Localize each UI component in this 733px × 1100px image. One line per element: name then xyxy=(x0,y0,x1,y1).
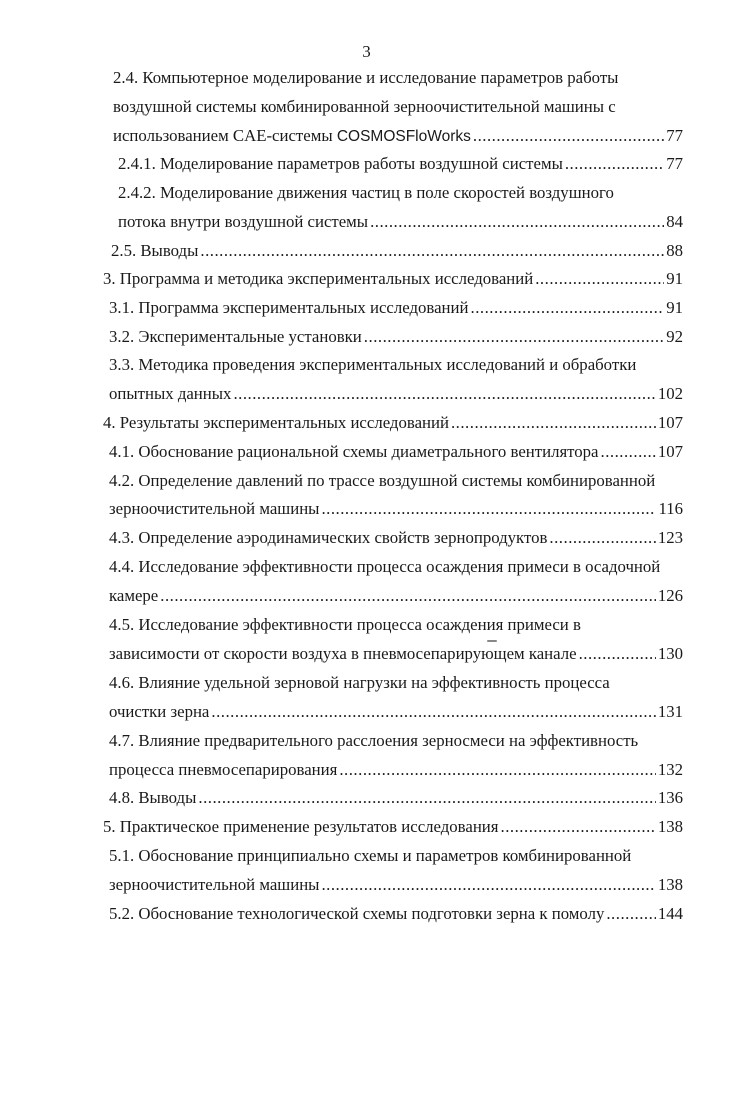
toc-entry-text xyxy=(113,122,471,151)
toc-page-number: 77 xyxy=(666,154,683,173)
toc-line xyxy=(103,409,683,437)
toc-page-number: 132 xyxy=(657,760,683,779)
software-name: COSMOSFloWorks xyxy=(336,128,471,145)
toc-line xyxy=(109,524,683,552)
dot-leader xyxy=(160,582,656,610)
dot-leader xyxy=(601,438,656,466)
toc-line xyxy=(111,237,683,265)
toc-page-number: 91 xyxy=(666,269,683,288)
dot-leader xyxy=(198,784,655,812)
toc-entry-text: 2.4.1. Моделирование параметров работы воздушной системы xyxy=(118,154,563,173)
dot-leader xyxy=(451,409,656,437)
toc-line xyxy=(109,495,683,523)
toc-entry-text: 4.7. Влияние предварительного расслоения зерносмеси на эффективность xyxy=(109,731,639,750)
dot-leader xyxy=(211,698,655,726)
dot-leader xyxy=(339,756,655,784)
scan-mark xyxy=(487,640,497,642)
toc-line xyxy=(109,438,683,466)
toc-entry-text: 5. Практическое применение результатов исследования xyxy=(103,817,499,836)
toc-line xyxy=(109,582,683,610)
dot-leader xyxy=(501,813,656,841)
toc-line xyxy=(109,871,683,899)
toc-line xyxy=(113,93,616,121)
dot-leader xyxy=(364,323,664,351)
dot-leader xyxy=(549,524,655,552)
toc-page-number: 107 xyxy=(657,442,683,461)
toc-line xyxy=(109,467,655,495)
dot-leader xyxy=(535,265,664,293)
toc-line xyxy=(113,122,683,150)
toc-line xyxy=(103,813,683,841)
toc-line xyxy=(118,208,683,236)
toc-line xyxy=(109,669,610,697)
toc-line xyxy=(109,323,683,351)
toc-line xyxy=(109,640,683,668)
toc-line xyxy=(103,265,683,293)
toc-page-number: 136 xyxy=(657,788,683,807)
toc-page-number: 131 xyxy=(657,702,683,721)
toc-line xyxy=(109,553,660,581)
toc-line xyxy=(109,380,683,408)
toc-entry-text: 3.3. Методика проведения экспериментальных исследований и обработки xyxy=(109,355,637,374)
toc-page-number: 126 xyxy=(657,586,683,605)
toc-page-number: 116 xyxy=(658,499,683,518)
toc-page-number: 130 xyxy=(657,644,683,663)
toc-line xyxy=(118,179,614,207)
toc-entry-text: 2.4. Компьютерное моделирование и исследование параметров работы xyxy=(113,68,619,87)
toc-page-number: 92 xyxy=(666,327,683,346)
dot-leader xyxy=(473,122,664,150)
toc-entry-text: зерноочистительной машины xyxy=(109,499,320,518)
toc-entry-text: 5.1. Обоснование принципиально схемы и параметров комбинированной xyxy=(109,846,632,865)
toc-entry-text: 4.6. Влияние удельной зерновой нагрузки на эффективность процесса xyxy=(109,673,610,692)
toc-line xyxy=(109,842,631,870)
toc-line xyxy=(109,727,638,755)
toc-line xyxy=(109,611,581,639)
toc-line xyxy=(109,294,683,322)
toc-entry-text: 4.8. Выводы xyxy=(109,788,197,807)
toc-line xyxy=(109,784,683,812)
toc-page-number: 144 xyxy=(657,904,683,923)
page-number: 3 xyxy=(362,42,371,61)
toc-entry-text: зерноочистительной машины xyxy=(109,875,320,894)
toc-entry-text: потока внутри воздушной системы xyxy=(118,212,369,231)
toc-entry-text: 4.4. Исследование эффективности процесса осаждения примеси в осадочной xyxy=(109,557,661,576)
toc-line xyxy=(118,150,683,178)
toc-page-number: 88 xyxy=(666,241,683,260)
toc-page-number: 91 xyxy=(666,298,683,317)
toc-entry-text: воздушной системы комбинированной зерноочистительной машины с xyxy=(113,97,616,116)
toc-entry-text: 3. Программа и методика экспериментальных исследований xyxy=(103,269,534,288)
toc-page-number: 84 xyxy=(666,212,683,231)
toc-line xyxy=(109,698,683,726)
toc-page-number: 102 xyxy=(657,384,683,403)
toc-entry-text: 4.5. Исследование эффективности процесса осаждения примеси в xyxy=(109,615,581,634)
toc-line xyxy=(113,64,618,92)
toc-page-number: 123 xyxy=(657,528,683,547)
dot-leader xyxy=(565,150,664,178)
toc-entry-text: 4.2. Определение давлений по трассе воздушной системы комбинированной xyxy=(109,471,656,490)
toc-entry-text-main: использованием CAE-системы xyxy=(113,126,337,145)
toc-entry-text: 2.4.2. Моделирование движения частиц в поле скоростей воздушного xyxy=(118,183,614,202)
toc-entry-text: 2.5. Выводы xyxy=(111,241,199,260)
toc-page-number: 138 xyxy=(657,875,683,894)
toc-entry-text: опытных данных xyxy=(109,384,232,403)
toc-page-number: 138 xyxy=(657,817,683,836)
toc-entry-text: очистки зерна xyxy=(109,702,210,721)
dot-leader xyxy=(370,208,664,236)
dot-leader xyxy=(579,640,656,668)
toc-page-number: 77 xyxy=(666,126,683,145)
toc-entry-text: процесса пневмосепарирования xyxy=(109,760,338,779)
toc-entry-text: 3.1. Программа экспериментальных исследований xyxy=(109,298,469,317)
toc-line xyxy=(109,351,636,379)
toc-line xyxy=(109,756,683,784)
dot-leader xyxy=(200,237,664,265)
toc-entry-text: 5.2. Обоснование технологической схемы подготовки зерна к помолу xyxy=(109,904,605,923)
toc-entry-text: зависимости от скорости воздуха в пневмосепарирующем канале xyxy=(109,644,577,663)
toc-entry-text: 4. Результаты экспериментальных исследований xyxy=(103,413,449,432)
toc-line xyxy=(109,900,683,928)
dot-leader xyxy=(471,294,665,322)
dot-leader xyxy=(321,495,656,523)
dot-leader xyxy=(233,380,655,408)
toc-page-number: 107 xyxy=(657,413,683,432)
toc-entry-text: 4.1. Обоснование рациональной схемы диаметрального вентилятора xyxy=(109,442,599,461)
toc-entry-text: камере xyxy=(109,586,159,605)
dot-leader xyxy=(321,871,655,899)
toc-entry-text: 4.3. Определение аэродинамических свойств зернопродуктов xyxy=(109,528,548,547)
dot-leader xyxy=(606,900,655,928)
toc-entry-text: 3.2. Экспериментальные установки xyxy=(109,327,362,346)
